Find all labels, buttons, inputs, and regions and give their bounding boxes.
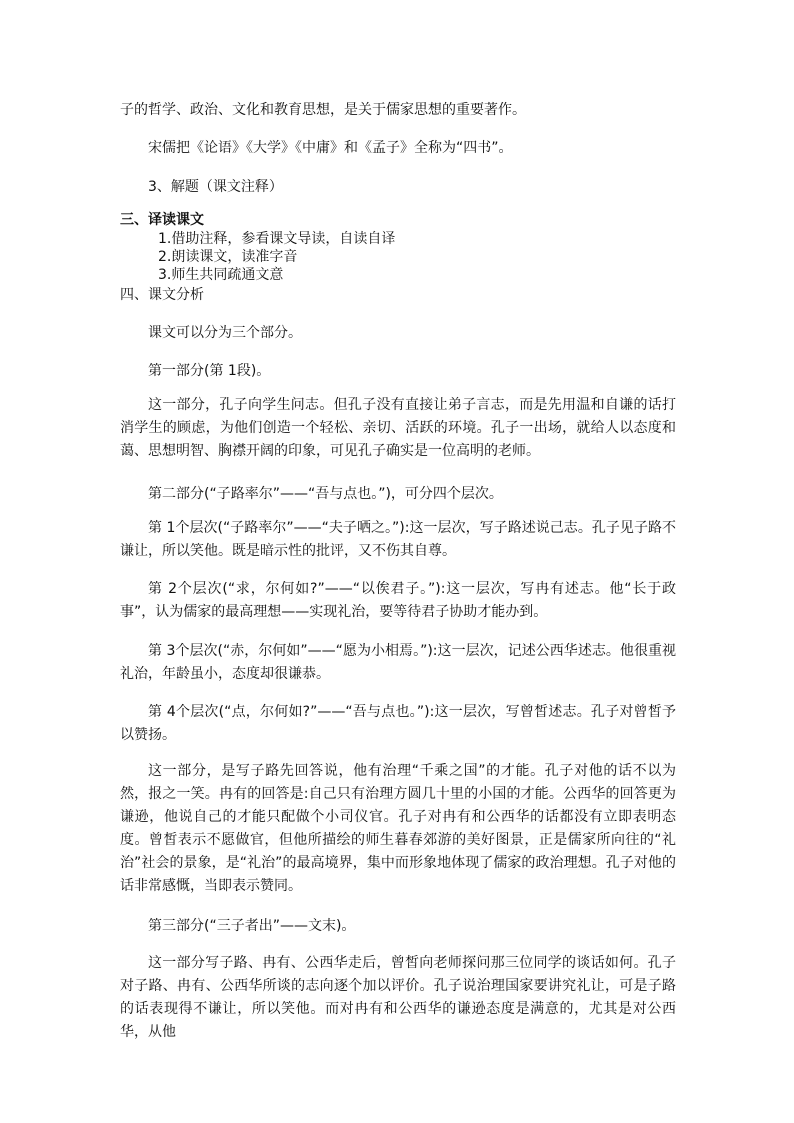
part3-paragraph: 这一部分写子路、冉有、公西华走后，曾皙向老师探问那三位同学的谈话如何。孔子对子路、冉有、公西华所谈的志向逐个加以评价。孔子说治理国家要讲究礼让，可是子路的话表现得不谦让，所以笑他。而对冉有和公西华的谦逊态度是满意的，尤其是对公西华，从他 xyxy=(120,955,676,1040)
level1-paragraph: 第 1个层次(“子路率尔”——“夫子哂之。”):这一层次，写子路述说己志。孔子见子路不谦让，所以笑他。既是暗示性的批评，又不伤其自尊。 xyxy=(120,520,676,559)
four-books-text: 宋儒把《论语》《大学》《中庸》和《孟子》全称为“四书”。 xyxy=(148,140,513,156)
level3-paragraph: 第 3个层次(“赤，尔何如”——“愿为小相焉。”):这一层次，记述公西华述志。他很重视礼治，年龄虽小，态度却很谦恭。 xyxy=(120,643,676,682)
part2-paragraph: 这一部分，是写子路先回答说，他有治理“千乘之国”的才能。孔子对他的话不以为然，报之一笑。冉有的回答是:自己只有治理方圆几十里的小国的才能。公西华的回答更为谦逊，他说自己的才能只配做个小司仪官。孔子对冉有和公西华的话都没有立即表明态度。曾皙表示不愿做官，但他所描绘的师生暮春郊游的美好图景，正是儒家所向往的“礼治”社会的景象，是“礼治”的最高境界，集中而形象地体现了儒家的政治理想。孔子对他的话非常感慨，当即表示赞同。 xyxy=(120,763,676,894)
section4-heading: 四、课文分析 xyxy=(120,287,204,303)
section3-item-1: 1.借助注释，参看课文导读，自读自译 xyxy=(158,231,396,247)
part1-heading: 第一部分(第 1段)。 xyxy=(148,363,271,379)
part1-paragraph: 这一部分，孔子向学生问志。但孔子没有直接让弟子言志，而是先用温和自谦的话打消学生的顾虑，为他们创造一个轻松、亲切、活跃的环境。孔子一出场，就给人以态度和蔼、思想明智、胸襟开阔的印象，可见孔子确实是一位高明的老师。 xyxy=(120,397,676,459)
item3-text: 3、解题（课文注释） xyxy=(148,179,283,195)
section3-item-2: 2.朗读课文，读准字音 xyxy=(158,249,298,265)
part3-heading: 第三部分(“三子者出”——文末)。 xyxy=(148,918,356,934)
level4-paragraph: 第 4个层次(“点，尔何如?”——“吾与点也。”):这一层次，写曾皙述志。孔子对曾皙予以赞扬。 xyxy=(120,704,676,743)
section3-item-3: 3.师生共同疏通文意 xyxy=(158,267,284,283)
part2-heading: 第二部分(“子路率尔”——“吾与点也。”)，可分四个层次。 xyxy=(148,486,503,502)
parts-intro-text: 课文可以分为三个部分。 xyxy=(148,325,302,341)
intro-tail-text: 子的哲学、政治、文化和教育思想，是关于儒家思想的重要著作。 xyxy=(120,102,526,118)
level2-paragraph: 第 2个层次(“求，尔何如?”——“以俟君子。”):这一层次，写冉有述志。他“长于政事”，认为儒家的最高理想——实现礼治，要等待君子协助才能办到。 xyxy=(120,581,676,620)
section3-heading: 三、译读课文 xyxy=(120,212,204,228)
